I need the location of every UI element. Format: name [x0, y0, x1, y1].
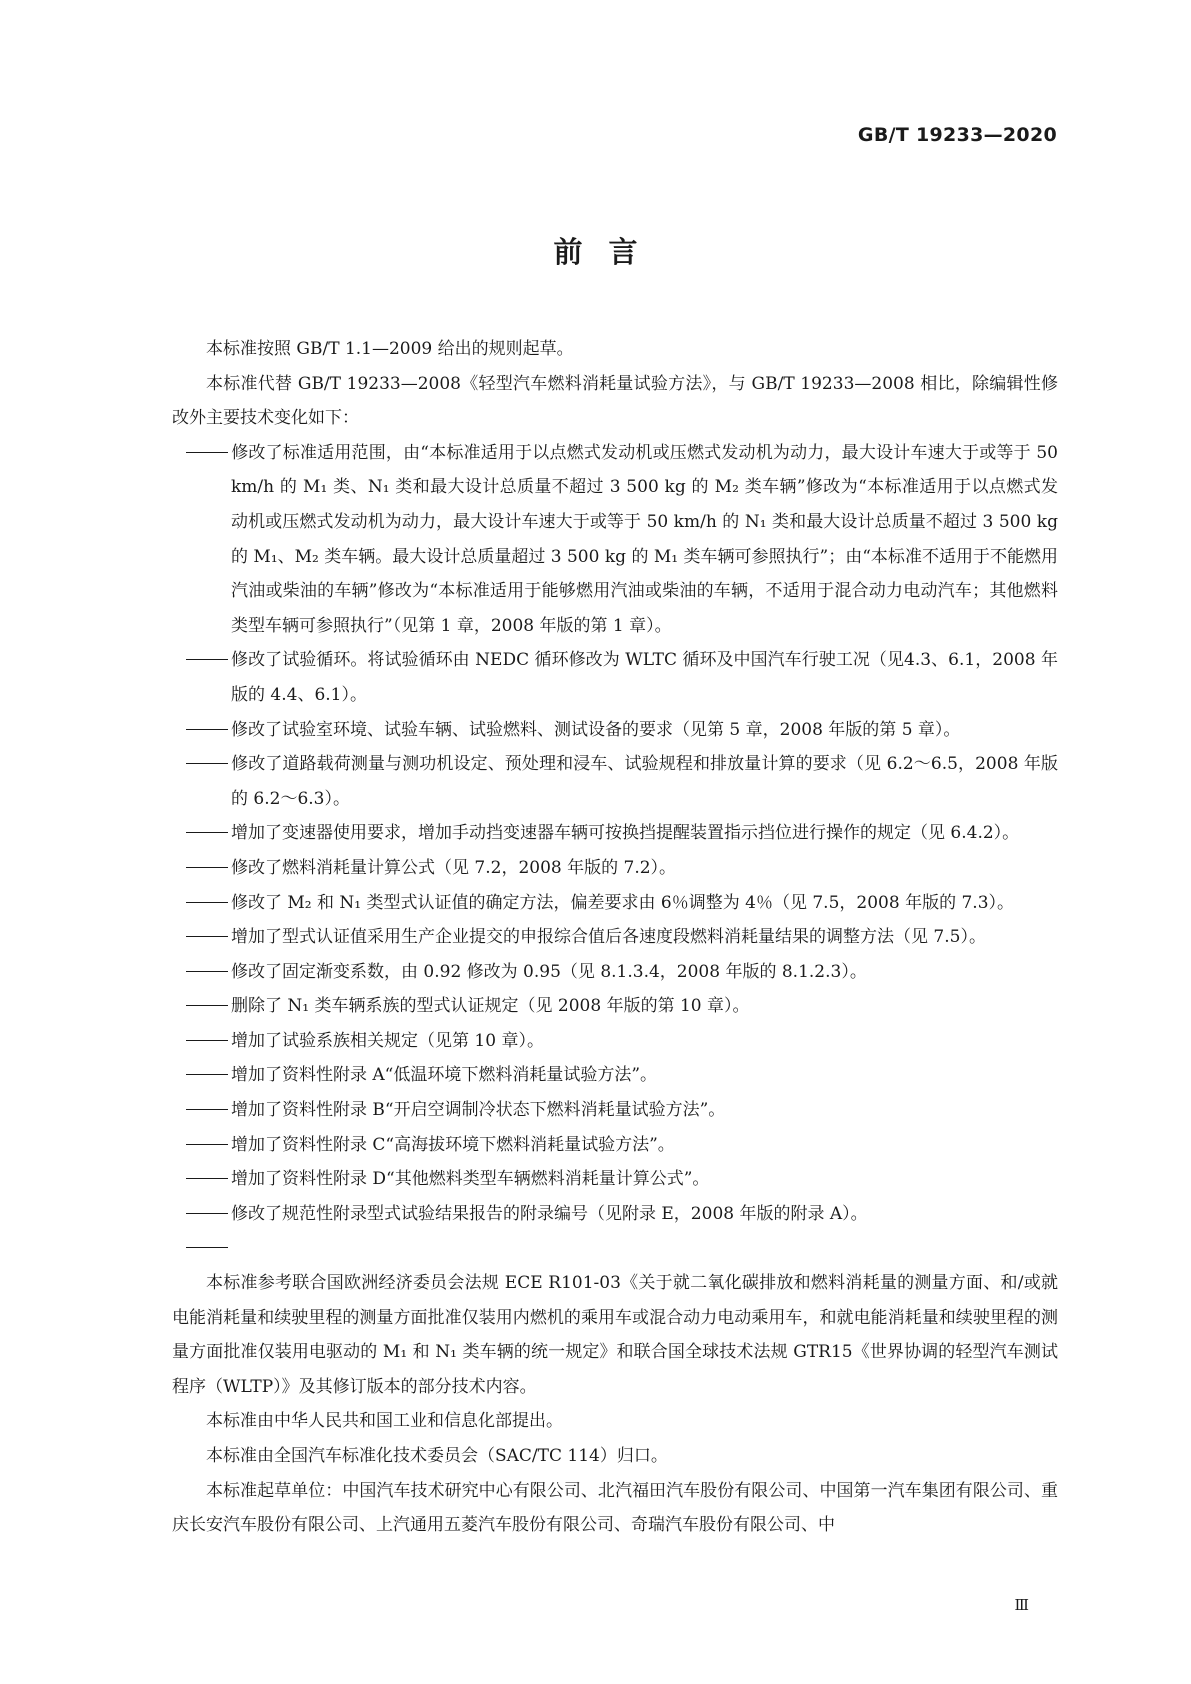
committee-paragraph: 本标准由全国汽车标准化技术委员会（SAC/TC 114）归口。: [206, 1446, 668, 1466]
dash-marker: [186, 659, 228, 660]
reference-paragraph: 本标准参考联合国欧洲经济委员会法规 ECE R101-03《关于就二氧化碳排放和燃料消耗量的测量方面、和/或就电能消耗量和续驶里程的测量方面批准仅装用内燃机的乘用车或混合动力电动乘用车，和就电能消耗量和续驶里程的测量方面批准仅装用电驱动的 M₁ 和 N₁ 类车辆的统一规定》和联合国全球技术法规 GTR15《世界协调的轻型汽车测试程序（WLTP）》及其修订版本的部分技术内容。: [172, 1273, 1058, 1397]
change-text: 增加了变速器使用要求，增加手动挡变速器车辆可按换挡提醒装置指示挡位进行操作的规定（见 6.4.2）。: [231, 823, 1020, 844]
change-list-item: [186, 816, 1058, 851]
dash-marker: [186, 902, 228, 903]
change-text: 增加了型式认证值采用生产企业提交的申报综合值后各速度段燃料消耗量结果的调整方法（见 7.5）。: [231, 927, 986, 948]
change-text: 修改了试验循环。将试验循环由 NEDC 循环修改为 WLTC 循环及中国汽车行驶工况（见4.3、6.1，2008 年版的 4.4、6.1）。: [231, 650, 1058, 705]
page-title: 前言: [553, 235, 664, 269]
dash-marker: [186, 1178, 228, 1179]
page-number: Ⅲ: [1014, 1596, 1029, 1614]
change-text: 修改了燃料消耗量计算公式（见 7.2，2008 年版的 7.2）。: [231, 857, 677, 878]
change-list-item: [186, 920, 1058, 955]
change-list-item: [186, 955, 1058, 990]
intro-paragraph: 本标准按照 GB/T 1.1—2009 给出的规则起草。: [206, 339, 574, 359]
change-list-item: [186, 886, 1058, 921]
dash-marker: [186, 832, 228, 833]
dash-marker: [186, 1040, 228, 1041]
drafting-units-paragraph: 本标准起草单位：中国汽车技术研究中心有限公司、北汽福田汽车股份有限公司、中国第一汽车集团有限公司、重庆长安汽车股份有限公司、上汽通用五菱汽车股份有限公司、奇瑞汽车股份有限公司、中: [172, 1480, 1058, 1536]
change-text: 修改了 M₂ 和 N₁ 类型式认证值的确定方法，偏差要求由 6％调整为 4％（见 7.5，2008 年版的 7.3）。: [231, 892, 1015, 913]
dash-marker: [186, 936, 228, 937]
dash-marker: [186, 1247, 228, 1248]
change-list-item: [186, 747, 1058, 816]
change-text: 修改了试验室环境、试验车辆、试验燃料、测试设备的要求（见第 5 章，2008 年版的第 5 章）。: [231, 719, 961, 740]
dash-marker: [186, 1109, 228, 1110]
change-list-item: [186, 989, 1058, 1024]
change-list-item: [186, 1058, 1058, 1093]
dash-marker: [186, 452, 228, 453]
intro-paragraph: 本标准代替 GB/T 19233—2008《轻型汽车燃料消耗量试验方法》，与 GB/T 19233—2008 相比，除编辑性修改外主要技术变化如下：: [172, 373, 1058, 429]
change-text: 增加了试验系族相关规定（见第 10 章）。: [231, 1030, 544, 1051]
dash-marker: [186, 1144, 228, 1145]
change-list-item: [186, 643, 1058, 712]
dash-marker: [186, 1005, 228, 1006]
change-list-item: [186, 436, 1058, 644]
document-body: [172, 332, 1058, 1543]
change-list-item: [186, 1197, 1058, 1232]
change-text: 修改了规范性附录型式试验结果报告的附录编号（见附录 E，2008 年版的附录 A）。: [231, 1203, 868, 1224]
change-text: 增加了资料性附录 C“高海拔环境下燃料消耗量试验方法”。: [231, 1134, 675, 1155]
change-text: 增加了资料性附录 B“开启空调制冷状态下燃料消耗量试验方法”。: [231, 1100, 726, 1121]
proposer-paragraph: 本标准由中华人民共和国工业和信息化部提出。: [206, 1411, 563, 1432]
change-list-item: [186, 851, 1058, 886]
dash-marker: [186, 763, 228, 764]
change-text: 修改了固定渐变系数，由 0.92 修改为 0.95（见 8.1.3.4，2008 年版的 8.1.2.3）。: [231, 961, 867, 982]
change-text: 删除了 N₁ 类车辆系族的型式认证规定（见 2008 年版的第 10 章）。: [231, 996, 750, 1017]
dash-marker: [186, 1213, 228, 1214]
change-list-item: [186, 1024, 1058, 1059]
change-text: 修改了标准适用范围，由“本标准适用于以点燃式发动机或压燃式发动机为动力，最大设计车速大于或等于 50 km/h 的 M₁ 类、N₁ 类和最大设计总质量不超过 3 500 kg 的 M₂ 类车辆”修改为“本标准适用于以点燃式发动机或压燃式发动机为动力，最大设计车速大于或等于 50 km/h 的 N₁ 类和最大设计总质量不超过 3 500 kg 的 M₁、M₂ 类车辆。最大设计总质量超过 3 500 kg 的 M₁ 类车辆可参照执行”；由“本标准不适用于不能燃用汽油或柴油的车辆”修改为“本标准适用于能够燃用汽油或柴油的车辆，不适用于混合动力电动汽车；其他燃料类型车辆可参照执行”（见第 1 章，2008 年版的第 1 章）。: [231, 442, 1058, 636]
change-list-item: [186, 1162, 1058, 1197]
change-list-item: [186, 1231, 1058, 1266]
dash-marker: [186, 971, 228, 972]
change-list-item: [186, 713, 1058, 748]
standard-code: GB/T 19233—2020: [857, 124, 1057, 146]
change-list-item: [186, 1128, 1058, 1163]
dash-marker: [186, 867, 228, 868]
dash-marker: [186, 1074, 228, 1075]
change-text: 增加了资料性附录 D“其他燃料类型车辆燃料消耗量计算公式”。: [231, 1169, 710, 1190]
change-text: 修改了道路载荷测量与测功机设定、预处理和浸车、试验规程和排放量计算的要求（见 6.2～6.5，2008 年版的 6.2～6.3）。: [231, 754, 1059, 809]
change-text: 增加了资料性附录 A“低温环境下燃料消耗量试验方法”。: [231, 1065, 658, 1086]
dash-marker: [186, 729, 228, 730]
change-list-item: [186, 1093, 1058, 1128]
